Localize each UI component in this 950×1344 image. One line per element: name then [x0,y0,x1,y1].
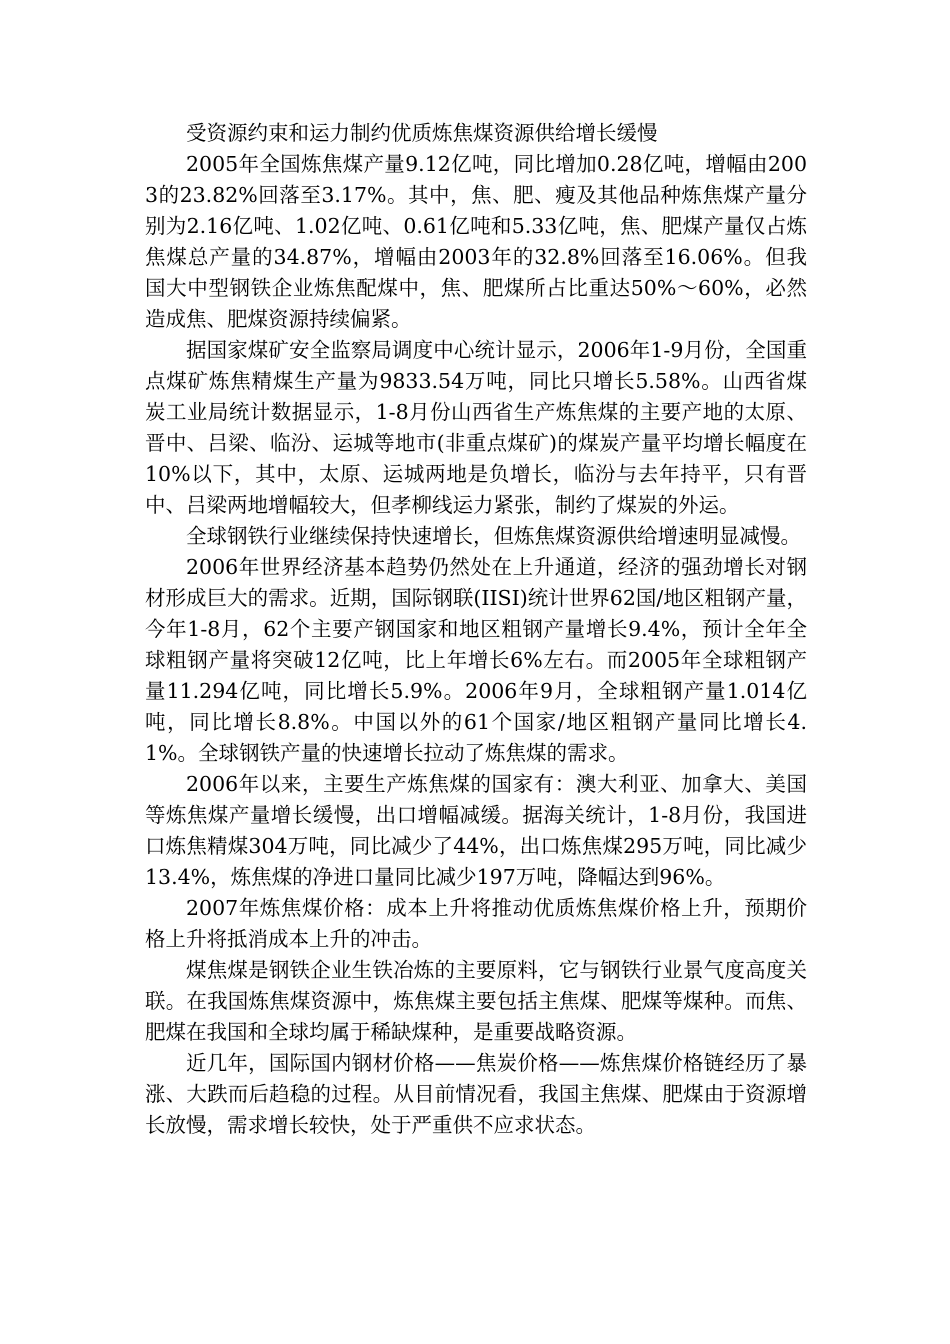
section-heading-supply: 受资源约束和运力制约优质炼焦煤资源供给增长缓慢 [186,121,658,145]
paragraph-trade: 2006年以来，主要生产炼焦煤的国家有：澳大利亚、加拿大、美国等炼焦煤产量增长缓慢，出口增幅减缓。据海关统计，1-8月份，我国进口炼焦精煤304万吨，同比减少了44%，出口炼焦煤295万吨，同比减少13.4%，炼焦煤的净进口量同比减少197万吨，降幅达到96%。 [145,772,807,889]
paragraph-2005-production: 2005年全国炼焦煤产量9.12亿吨，同比增加0.28亿吨，增幅由2003的23.82%回落至3.17%。其中，焦、肥、瘦及其他品种炼焦煤产量分别为2.16亿吨、1.02亿吨、0.61亿吨和5.33亿吨，焦、肥煤产量仅占炼焦煤总产量的34.87%，增幅由2003年的32.8%回落至16.06%。但我国大中型钢铁企业炼焦配煤中，焦、肥煤所占比重达50%～60%，必然造成焦、肥煤资源持续偏紧。 [145,152,807,331]
section-heading-2007-price: 2007年炼焦煤价格：成本上升将推动优质炼焦煤价格上升，预期价格上升将抵消成本上升的冲击。 [145,896,807,951]
paragraph-raw-material: 煤焦煤是钢铁企业生铁冶炼的主要原料，它与钢铁行业景气度高度关联。在我国炼焦煤资源中，炼焦煤主要包括主焦煤、肥煤等煤种。而焦、肥煤在我国和全球均属于稀缺煤种，是重要战略资源。 [145,958,807,1044]
paragraph-price-chain: 近几年，国际国内钢材价格——焦炭价格——炼焦煤价格链经历了暴涨、大跌而后趋稳的过程。从目前情况看，我国主焦煤、肥煤由于资源增长放慢，需求增长较快，处于严重供不应求状态。 [145,1051,807,1137]
section-heading-global: 全球钢铁行业继续保持快速增长，但炼焦煤资源供给增速明显减慢。 [186,524,801,548]
paragraph-2006-domestic-output: 据国家煤矿安全监察局调度中心统计显示，2006年1-9月份，全国重点煤矿炼焦精煤生产量为9833.54万吨，同比只增长5.58%。山西省煤炭工业局统计数据显示，1-8月份山西省生产炼焦煤的主要产地的太原、晋中、吕梁、临汾、运城等地市(非重点煤矿)的煤炭产量平均增长幅度在10%以下，其中，太原、运城两地是负增长，临汾与去年持平，只有晋中、吕梁两地增幅较大，但孝柳线运力紧张，制约了煤炭的外运。 [145,338,807,517]
document-body [145,118,807,1141]
paragraph-global-steel: 2006年世界经济基本趋势仍然处在上升通道，经济的强劲增长对钢材形成巨大的需求。近期，国际钢联(IISI)统计世界62国/地区粗钢产量，今年1-8月，62个主要产钢国家和地区粗钢产量增长9.4%，预计全年全球粗钢产量将突破12亿吨，比上年增长6%左右。而2005年全球粗钢产量11.294亿吨，同比增长5.9%。2006年9月，全球粗钢产量1.014亿吨，同比增长8.8%。中国以外的61个国家/地区粗钢产量同比增长4.1%。全球钢铁产量的快速增长拉动了炼焦煤的需求。 [145,555,807,765]
